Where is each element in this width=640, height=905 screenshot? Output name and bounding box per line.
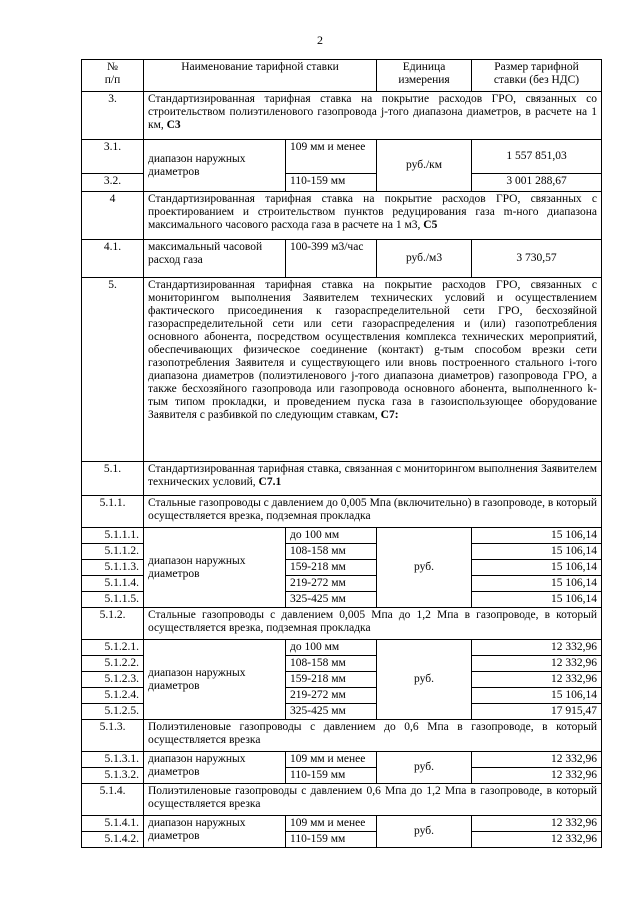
row-num: 5. bbox=[82, 278, 144, 462]
section-row bbox=[82, 496, 602, 528]
header-unit: Единица измерения bbox=[377, 60, 472, 92]
row-num: 5.1.1.4. bbox=[82, 576, 144, 592]
row-range: 108-158 мм bbox=[286, 656, 377, 672]
row-label: диапазон наружных диаметров bbox=[144, 528, 286, 608]
table-row bbox=[82, 640, 602, 656]
row-num: 5.1.1.5. bbox=[82, 592, 144, 608]
row-range: 110-159 мм bbox=[286, 832, 377, 848]
row-range: 109 мм и менее bbox=[286, 140, 377, 174]
row-range: 109 мм и менее bbox=[286, 752, 377, 768]
section-row bbox=[82, 608, 602, 640]
row-num: 5.1.4. bbox=[82, 784, 144, 816]
section-row bbox=[82, 784, 602, 816]
tariff-table bbox=[81, 59, 602, 848]
row-range: до 100 мм bbox=[286, 528, 377, 544]
table-row bbox=[82, 140, 602, 174]
row-num: 5.1.4.2. bbox=[82, 832, 144, 848]
section-text: Полиэтиленовые газопроводы с давлением до 0,6 Мпа в газопроводе, в который осуществляется врезка bbox=[144, 720, 602, 752]
header-num: № п/п bbox=[82, 60, 144, 92]
row-num: 5.1.3. bbox=[82, 720, 144, 752]
row-range: 108-158 мм bbox=[286, 544, 377, 560]
section-row bbox=[82, 278, 602, 462]
row-label: диапазон наружных диаметров bbox=[144, 140, 286, 192]
row-num: 3.1. bbox=[82, 140, 144, 174]
row-value: 12 332,96 bbox=[472, 640, 602, 656]
section-text: Стандартизированная тарифная ставка на покрытие расходов ГРО, связанных с мониторингом выполнения Заявителем технических условий и осуществлением фактического присоединения к газораспределительной сети ГРО, бесхозяйной газораспределительной сети или сети газораспределения и (или) газопотребления основного абонента, посредством осуществления комплекса технических мероприятий, обеспечивающих физическое соединение (контакт) g-тым способом врезки сети газопотребления Заявителя и существующего или вновь построенного стального i-того диапазона диаметров (полиэтиленового j-того диапазона диаметров) газопровода ГРО, а также бесхозяйного газопровода или газопровода основного абонента, выполненного k-тым типом прокладки, и проведением пуска газа в газоиспользующее оборудование Заявителя с разбивкой по следующим ставкам, С7: bbox=[144, 278, 602, 462]
page-number: 2 bbox=[317, 33, 323, 47]
row-unit: руб. bbox=[377, 816, 472, 848]
row-range: до 100 мм bbox=[286, 640, 377, 656]
row-num: 5.1.2. bbox=[82, 608, 144, 640]
row-value: 15 106,14 bbox=[472, 528, 602, 544]
row-value: 12 332,96 bbox=[472, 656, 602, 672]
row-unit: руб./м3 bbox=[377, 240, 472, 278]
row-num: 5.1.1.3. bbox=[82, 560, 144, 576]
row-num: 5.1.2.4. bbox=[82, 688, 144, 704]
row-value: 15 106,14 bbox=[472, 688, 602, 704]
row-num: 5.1.3.2. bbox=[82, 768, 144, 784]
row-num: 5.1.1.1. bbox=[82, 528, 144, 544]
section-text: Стандартизированная тарифная ставка на покрытие расходов ГРО, связанных с проектированием и строительством пунктов редуцирования газа m-ного диапазона максимального часового расхода газа в расчете на 1 м3, С5 bbox=[144, 192, 602, 240]
row-value: 12 332,96 bbox=[472, 672, 602, 688]
section-row bbox=[82, 192, 602, 240]
row-label: диапазон наружных диаметров bbox=[144, 752, 286, 784]
row-range: 109 мм и менее bbox=[286, 816, 377, 832]
table-header-row bbox=[82, 60, 602, 92]
header-name: Наименование тарифной ставки bbox=[144, 60, 377, 92]
row-value: 17 915,47 bbox=[472, 704, 602, 720]
section-text: Стандартизированная тарифная ставка на покрытие расходов ГРО, связанных со строительством полиэтиленового газопровода j-того диапазона диаметров, в расчете на 1 км, С3 bbox=[144, 92, 602, 140]
row-range: 325-425 мм bbox=[286, 704, 377, 720]
row-unit: руб. bbox=[377, 752, 472, 784]
section-row bbox=[82, 720, 602, 752]
row-num: 5.1.1.2. bbox=[82, 544, 144, 560]
row-num: 5.1.2.1. bbox=[82, 640, 144, 656]
row-value: 12 332,96 bbox=[472, 752, 602, 768]
row-num: 4.1. bbox=[82, 240, 144, 278]
row-label: диапазон наружных диаметров bbox=[144, 816, 286, 848]
row-num: 5.1.1. bbox=[82, 496, 144, 528]
row-num: 3.2. bbox=[82, 174, 144, 192]
row-num: 5.1.2.5. bbox=[82, 704, 144, 720]
row-value: 15 106,14 bbox=[472, 544, 602, 560]
section-text: Стандартизированная тарифная ставка, связанная с мониторингом выполнения Заявителем технических условий, С7.1 bbox=[144, 462, 602, 496]
row-range: 110-159 мм bbox=[286, 174, 377, 192]
row-range: 159-218 мм bbox=[286, 672, 377, 688]
row-unit: руб. bbox=[377, 528, 472, 608]
row-range: 325-425 мм bbox=[286, 592, 377, 608]
row-value: 12 332,96 bbox=[472, 816, 602, 832]
row-range: 110-159 мм bbox=[286, 768, 377, 784]
table-row bbox=[82, 816, 602, 832]
table-row bbox=[82, 752, 602, 768]
row-range: 100-399 м3/час bbox=[286, 240, 377, 278]
row-label: максимальный часовой расход газа bbox=[144, 240, 286, 278]
row-num: 3. bbox=[82, 92, 144, 140]
row-num: 5.1.2.2. bbox=[82, 656, 144, 672]
row-num: 5.1.3.1. bbox=[82, 752, 144, 768]
row-num: 5.1.2.3. bbox=[82, 672, 144, 688]
row-value: 1 557 851,03 bbox=[472, 140, 602, 174]
section-row bbox=[82, 92, 602, 140]
row-num: 4 bbox=[82, 192, 144, 240]
section-text: Стальные газопроводы с давлением 0,005 Мпа до 1,2 Мпа в газопроводе, в который осуществляется врезка, подземная прокладка bbox=[144, 608, 602, 640]
row-value: 12 332,96 bbox=[472, 768, 602, 784]
row-value: 15 106,14 bbox=[472, 592, 602, 608]
row-unit: руб./км bbox=[377, 140, 472, 192]
section-row bbox=[82, 462, 602, 496]
row-range: 219-272 мм bbox=[286, 688, 377, 704]
row-num: 5.1. bbox=[82, 462, 144, 496]
row-value: 12 332,96 bbox=[472, 832, 602, 848]
row-value: 3 730,57 bbox=[472, 240, 602, 278]
section-text: Полиэтиленовые газопроводы с давлением 0,6 Мпа до 1,2 Мпа в газопроводе, в который осуществляется врезка bbox=[144, 784, 602, 816]
section-text: Стальные газопроводы с давлением до 0,005 Мпа (включительно) в газопроводе, в который осуществляется врезка, подземная прокладка bbox=[144, 496, 602, 528]
row-label: диапазон наружных диаметров bbox=[144, 640, 286, 720]
row-unit: руб. bbox=[377, 640, 472, 720]
row-range: 159-218 мм bbox=[286, 560, 377, 576]
header-size: Размер тарифной ставки (без НДС) bbox=[472, 60, 602, 92]
row-num: 5.1.4.1. bbox=[82, 816, 144, 832]
table-row bbox=[82, 240, 602, 278]
row-range: 219-272 мм bbox=[286, 576, 377, 592]
table-row bbox=[82, 528, 602, 544]
row-value: 3 001 288,67 bbox=[472, 174, 602, 192]
row-value: 15 106,14 bbox=[472, 560, 602, 576]
row-value: 15 106,14 bbox=[472, 576, 602, 592]
